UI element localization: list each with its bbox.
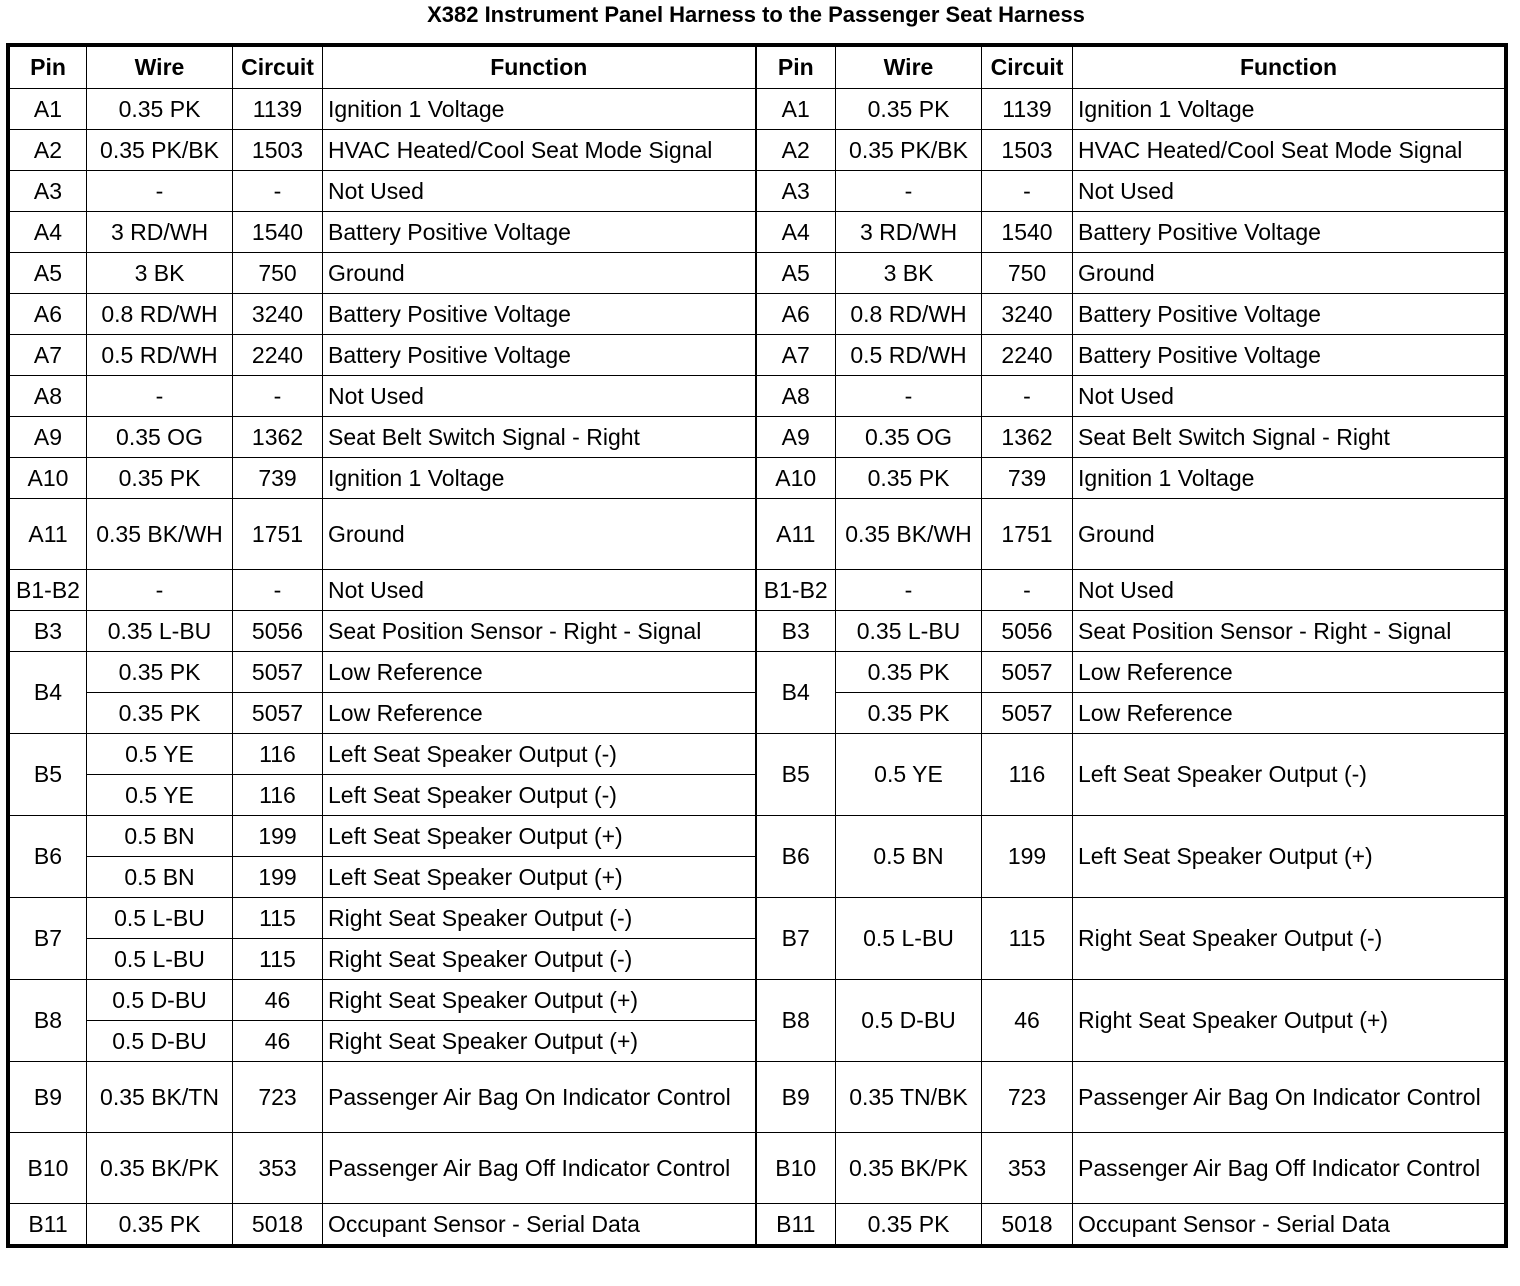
left-function-cell: Ignition 1 Voltage: [323, 89, 756, 130]
right-circuit-cell: 750: [982, 253, 1073, 294]
left-wire-cell: 0.5 RD/WH: [87, 335, 233, 376]
right-circuit-cell: 353: [982, 1133, 1073, 1204]
left-circuit-cell: 5057: [233, 652, 323, 693]
left-circuit-cell: -: [233, 171, 323, 212]
right-circuit-cell: 115: [982, 898, 1073, 980]
header-pin-right: Pin: [756, 47, 836, 89]
pinout-table-body: [10, 89, 1505, 1245]
left-circuit-cell: 199: [233, 816, 323, 857]
left-wire-cell: -: [87, 570, 233, 611]
left-function-cell: Seat Belt Switch Signal - Right: [323, 417, 756, 458]
left-circuit-cell: 1503: [233, 130, 323, 171]
right-circuit-cell: 2240: [982, 335, 1073, 376]
right-function-cell: Low Reference: [1073, 693, 1505, 734]
left-wire-cell: 0.5 D-BU: [87, 980, 233, 1021]
right-circuit-cell: 1540: [982, 212, 1073, 253]
table-row: [10, 570, 1505, 611]
right-wire-cell: 0.35 PK: [836, 693, 982, 734]
left-wire-cell: 0.5 L-BU: [87, 939, 233, 980]
left-pin-cell: A4: [10, 212, 87, 253]
left-pin-cell: A10: [10, 458, 87, 499]
right-wire-cell: 0.35 L-BU: [836, 611, 982, 652]
right-circuit-cell: -: [982, 376, 1073, 417]
right-pin-cell: A10: [756, 458, 836, 499]
right-wire-cell: 0.5 YE: [836, 734, 982, 816]
right-function-cell: Passenger Air Bag Off Indicator Control: [1073, 1133, 1505, 1204]
left-circuit-cell: 1540: [233, 212, 323, 253]
left-function-cell: Ground: [323, 253, 756, 294]
left-function-cell: Not Used: [323, 171, 756, 212]
left-pin-cell: A1: [10, 89, 87, 130]
left-wire-cell: 0.8 RD/WH: [87, 294, 233, 335]
left-wire-cell: -: [87, 171, 233, 212]
right-pin-cell: A4: [756, 212, 836, 253]
left-wire-cell: 0.35 PK: [87, 652, 233, 693]
table-row: [10, 980, 1505, 1021]
right-pin-cell: A3: [756, 171, 836, 212]
right-wire-cell: 0.35 TN/BK: [836, 1062, 982, 1133]
table-row: [10, 734, 1505, 775]
right-wire-cell: 3 RD/WH: [836, 212, 982, 253]
left-function-cell: Left Seat Speaker Output (-): [323, 775, 756, 816]
right-pin-cell: A8: [756, 376, 836, 417]
right-function-cell: Not Used: [1073, 570, 1505, 611]
left-circuit-cell: 116: [233, 734, 323, 775]
right-wire-cell: 0.35 OG: [836, 417, 982, 458]
left-function-cell: Not Used: [323, 376, 756, 417]
pinout-table: [9, 46, 1505, 1245]
left-function-cell: Left Seat Speaker Output (+): [323, 816, 756, 857]
right-wire-cell: 0.35 BK/PK: [836, 1133, 982, 1204]
right-function-cell: Left Seat Speaker Output (+): [1073, 816, 1505, 898]
right-wire-cell: 0.8 RD/WH: [836, 294, 982, 335]
right-function-cell: Low Reference: [1073, 652, 1505, 693]
table-row: [10, 417, 1505, 458]
table-row: [10, 89, 1505, 130]
right-function-cell: Not Used: [1073, 376, 1505, 417]
left-pin-cell: A6: [10, 294, 87, 335]
right-wire-cell: 0.35 PK: [836, 1204, 982, 1245]
left-circuit-cell: 115: [233, 898, 323, 939]
right-circuit-cell: 739: [982, 458, 1073, 499]
left-function-cell: Left Seat Speaker Output (+): [323, 857, 756, 898]
table-row: [10, 652, 1505, 693]
left-pin-cell: A11: [10, 499, 87, 570]
right-function-cell: Ignition 1 Voltage: [1073, 89, 1505, 130]
right-function-cell: Seat Belt Switch Signal - Right: [1073, 417, 1505, 458]
right-pin-cell: A7: [756, 335, 836, 376]
table-row: [10, 898, 1505, 939]
right-pin-cell: A1: [756, 89, 836, 130]
right-function-cell: Battery Positive Voltage: [1073, 294, 1505, 335]
left-circuit-cell: -: [233, 570, 323, 611]
left-circuit-cell: 46: [233, 980, 323, 1021]
right-pin-cell: B9: [756, 1062, 836, 1133]
table-row: [10, 212, 1505, 253]
right-pin-cell: B8: [756, 980, 836, 1062]
left-function-cell: Right Seat Speaker Output (+): [323, 1021, 756, 1062]
right-function-cell: Ground: [1073, 499, 1505, 570]
left-circuit-cell: 116: [233, 775, 323, 816]
left-circuit-cell: 739: [233, 458, 323, 499]
right-wire-cell: 0.35 PK: [836, 652, 982, 693]
right-circuit-cell: 723: [982, 1062, 1073, 1133]
right-circuit-cell: 1139: [982, 89, 1073, 130]
right-pin-cell: B3: [756, 611, 836, 652]
left-function-cell: Occupant Sensor - Serial Data: [323, 1204, 756, 1245]
left-pin-cell: A3: [10, 171, 87, 212]
left-circuit-cell: 1751: [233, 499, 323, 570]
right-pin-cell: B1-B2: [756, 570, 836, 611]
right-function-cell: Passenger Air Bag On Indicator Control: [1073, 1062, 1505, 1133]
right-circuit-cell: 46: [982, 980, 1073, 1062]
left-function-cell: Right Seat Speaker Output (+): [323, 980, 756, 1021]
left-pin-cell: B6: [10, 816, 87, 898]
right-circuit-cell: -: [982, 570, 1073, 611]
table-row: [10, 294, 1505, 335]
left-pin-cell: A7: [10, 335, 87, 376]
table-row: [10, 130, 1505, 171]
left-wire-cell: 0.35 PK: [87, 458, 233, 499]
table-row: [10, 171, 1505, 212]
left-circuit-cell: 2240: [233, 335, 323, 376]
left-function-cell: Right Seat Speaker Output (-): [323, 939, 756, 980]
right-circuit-cell: 116: [982, 734, 1073, 816]
left-pin-cell: A2: [10, 130, 87, 171]
left-function-cell: Battery Positive Voltage: [323, 335, 756, 376]
left-wire-cell: 0.5 L-BU: [87, 898, 233, 939]
left-pin-cell: B9: [10, 1062, 87, 1133]
right-wire-cell: 0.5 BN: [836, 816, 982, 898]
left-pin-cell: B8: [10, 980, 87, 1062]
left-wire-cell: 0.5 D-BU: [87, 1021, 233, 1062]
right-circuit-cell: 1751: [982, 499, 1073, 570]
left-pin-cell: B11: [10, 1204, 87, 1245]
right-wire-cell: -: [836, 376, 982, 417]
left-circuit-cell: 723: [233, 1062, 323, 1133]
right-wire-cell: 3 BK: [836, 253, 982, 294]
right-circuit-cell: 5057: [982, 693, 1073, 734]
pinout-table-frame: [6, 43, 1508, 1248]
left-function-cell: Battery Positive Voltage: [323, 294, 756, 335]
table-row: [10, 611, 1505, 652]
left-circuit-cell: 3240: [233, 294, 323, 335]
right-function-cell: Not Used: [1073, 171, 1505, 212]
left-wire-cell: 0.35 PK: [87, 1204, 233, 1245]
right-pin-cell: A11: [756, 499, 836, 570]
right-function-cell: Right Seat Speaker Output (-): [1073, 898, 1505, 980]
left-pin-cell: B5: [10, 734, 87, 816]
right-wire-cell: -: [836, 171, 982, 212]
right-pin-cell: A2: [756, 130, 836, 171]
left-circuit-cell: 750: [233, 253, 323, 294]
left-function-cell: Seat Position Sensor - Right - Signal: [323, 611, 756, 652]
left-wire-cell: 0.35 PK: [87, 89, 233, 130]
right-function-cell: Left Seat Speaker Output (-): [1073, 734, 1505, 816]
right-circuit-cell: 1362: [982, 417, 1073, 458]
right-function-cell: Battery Positive Voltage: [1073, 335, 1505, 376]
right-circuit-cell: 5018: [982, 1204, 1073, 1245]
left-circuit-cell: -: [233, 376, 323, 417]
right-wire-cell: -: [836, 570, 982, 611]
right-wire-cell: 0.5 D-BU: [836, 980, 982, 1062]
left-wire-cell: 0.35 L-BU: [87, 611, 233, 652]
left-function-cell: Low Reference: [323, 652, 756, 693]
right-circuit-cell: -: [982, 171, 1073, 212]
left-pin-cell: A9: [10, 417, 87, 458]
left-pin-cell: A8: [10, 376, 87, 417]
left-function-cell: Ground: [323, 499, 756, 570]
right-pin-cell: B11: [756, 1204, 836, 1245]
right-wire-cell: 0.35 PK/BK: [836, 130, 982, 171]
left-wire-cell: 0.35 BK/PK: [87, 1133, 233, 1204]
right-circuit-cell: 199: [982, 816, 1073, 898]
right-function-cell: Occupant Sensor - Serial Data: [1073, 1204, 1505, 1245]
right-pin-cell: B5: [756, 734, 836, 816]
left-wire-cell: 0.5 BN: [87, 857, 233, 898]
header-wire-right: Wire: [836, 47, 982, 89]
left-pin-cell: B4: [10, 652, 87, 734]
right-wire-cell: 0.35 BK/WH: [836, 499, 982, 570]
left-wire-cell: 0.5 YE: [87, 775, 233, 816]
left-circuit-cell: 199: [233, 857, 323, 898]
left-wire-cell: 0.35 BK/WH: [87, 499, 233, 570]
right-wire-cell: 0.35 PK: [836, 89, 982, 130]
left-circuit-cell: 353: [233, 1133, 323, 1204]
left-function-cell: Left Seat Speaker Output (-): [323, 734, 756, 775]
left-wire-cell: 0.5 YE: [87, 734, 233, 775]
table-row: [10, 816, 1505, 857]
header-circuit-right: Circuit: [982, 47, 1073, 89]
header-function-left: Function: [323, 47, 756, 89]
table-row: [10, 1204, 1505, 1245]
right-function-cell: Battery Positive Voltage: [1073, 212, 1505, 253]
right-circuit-cell: 3240: [982, 294, 1073, 335]
left-pin-cell: B1-B2: [10, 570, 87, 611]
right-pin-cell: B4: [756, 652, 836, 734]
page-title: X382 Instrument Panel Harness to the Passenger Seat Harness: [427, 2, 1085, 27]
left-function-cell: HVAC Heated/Cool Seat Mode Signal: [323, 130, 756, 171]
header-pin-left: Pin: [10, 47, 87, 89]
header-function-right: Function: [1073, 47, 1505, 89]
left-circuit-cell: 5057: [233, 693, 323, 734]
right-wire-cell: 0.5 RD/WH: [836, 335, 982, 376]
right-circuit-cell: 1503: [982, 130, 1073, 171]
left-function-cell: Not Used: [323, 570, 756, 611]
table-row: [10, 376, 1505, 417]
left-circuit-cell: 115: [233, 939, 323, 980]
left-circuit-cell: 1139: [233, 89, 323, 130]
right-pin-cell: B10: [756, 1133, 836, 1204]
left-pin-cell: A5: [10, 253, 87, 294]
right-circuit-cell: 5057: [982, 652, 1073, 693]
header-circuit-left: Circuit: [233, 47, 323, 89]
table-row: [10, 1062, 1505, 1133]
left-function-cell: Passenger Air Bag On Indicator Control: [323, 1062, 756, 1133]
left-wire-cell: 0.35 PK/BK: [87, 130, 233, 171]
right-pin-cell: B7: [756, 898, 836, 980]
table-row: [10, 253, 1505, 294]
right-circuit-cell: 5056: [982, 611, 1073, 652]
left-function-cell: Passenger Air Bag Off Indicator Control: [323, 1133, 756, 1204]
left-circuit-cell: 46: [233, 1021, 323, 1062]
left-function-cell: Right Seat Speaker Output (-): [323, 898, 756, 939]
right-wire-cell: 0.5 L-BU: [836, 898, 982, 980]
left-pin-cell: B10: [10, 1133, 87, 1204]
left-circuit-cell: 1362: [233, 417, 323, 458]
right-wire-cell: 0.35 PK: [836, 458, 982, 499]
right-function-cell: Right Seat Speaker Output (+): [1073, 980, 1505, 1062]
header-wire-left: Wire: [87, 47, 233, 89]
right-function-cell: Ground: [1073, 253, 1505, 294]
left-wire-cell: 3 RD/WH: [87, 212, 233, 253]
left-wire-cell: 0.5 BN: [87, 816, 233, 857]
left-wire-cell: 0.35 PK: [87, 693, 233, 734]
left-wire-cell: 0.35 BK/TN: [87, 1062, 233, 1133]
right-function-cell: HVAC Heated/Cool Seat Mode Signal: [1073, 130, 1505, 171]
left-wire-cell: -: [87, 376, 233, 417]
right-function-cell: Ignition 1 Voltage: [1073, 458, 1505, 499]
left-function-cell: Ignition 1 Voltage: [323, 458, 756, 499]
table-row: [10, 335, 1505, 376]
left-wire-cell: 3 BK: [87, 253, 233, 294]
left-wire-cell: 0.35 OG: [87, 417, 233, 458]
left-circuit-cell: 5018: [233, 1204, 323, 1245]
left-function-cell: Battery Positive Voltage: [323, 212, 756, 253]
header-row: [10, 47, 1505, 89]
left-function-cell: Low Reference: [323, 693, 756, 734]
left-circuit-cell: 5056: [233, 611, 323, 652]
right-pin-cell: A6: [756, 294, 836, 335]
left-pin-cell: B7: [10, 898, 87, 980]
right-pin-cell: A5: [756, 253, 836, 294]
table-row: [10, 458, 1505, 499]
left-pin-cell: B3: [10, 611, 87, 652]
right-function-cell: Seat Position Sensor - Right - Signal: [1073, 611, 1505, 652]
table-row: [10, 499, 1505, 570]
table-row: [10, 1133, 1505, 1204]
right-pin-cell: A9: [756, 417, 836, 458]
right-pin-cell: B6: [756, 816, 836, 898]
